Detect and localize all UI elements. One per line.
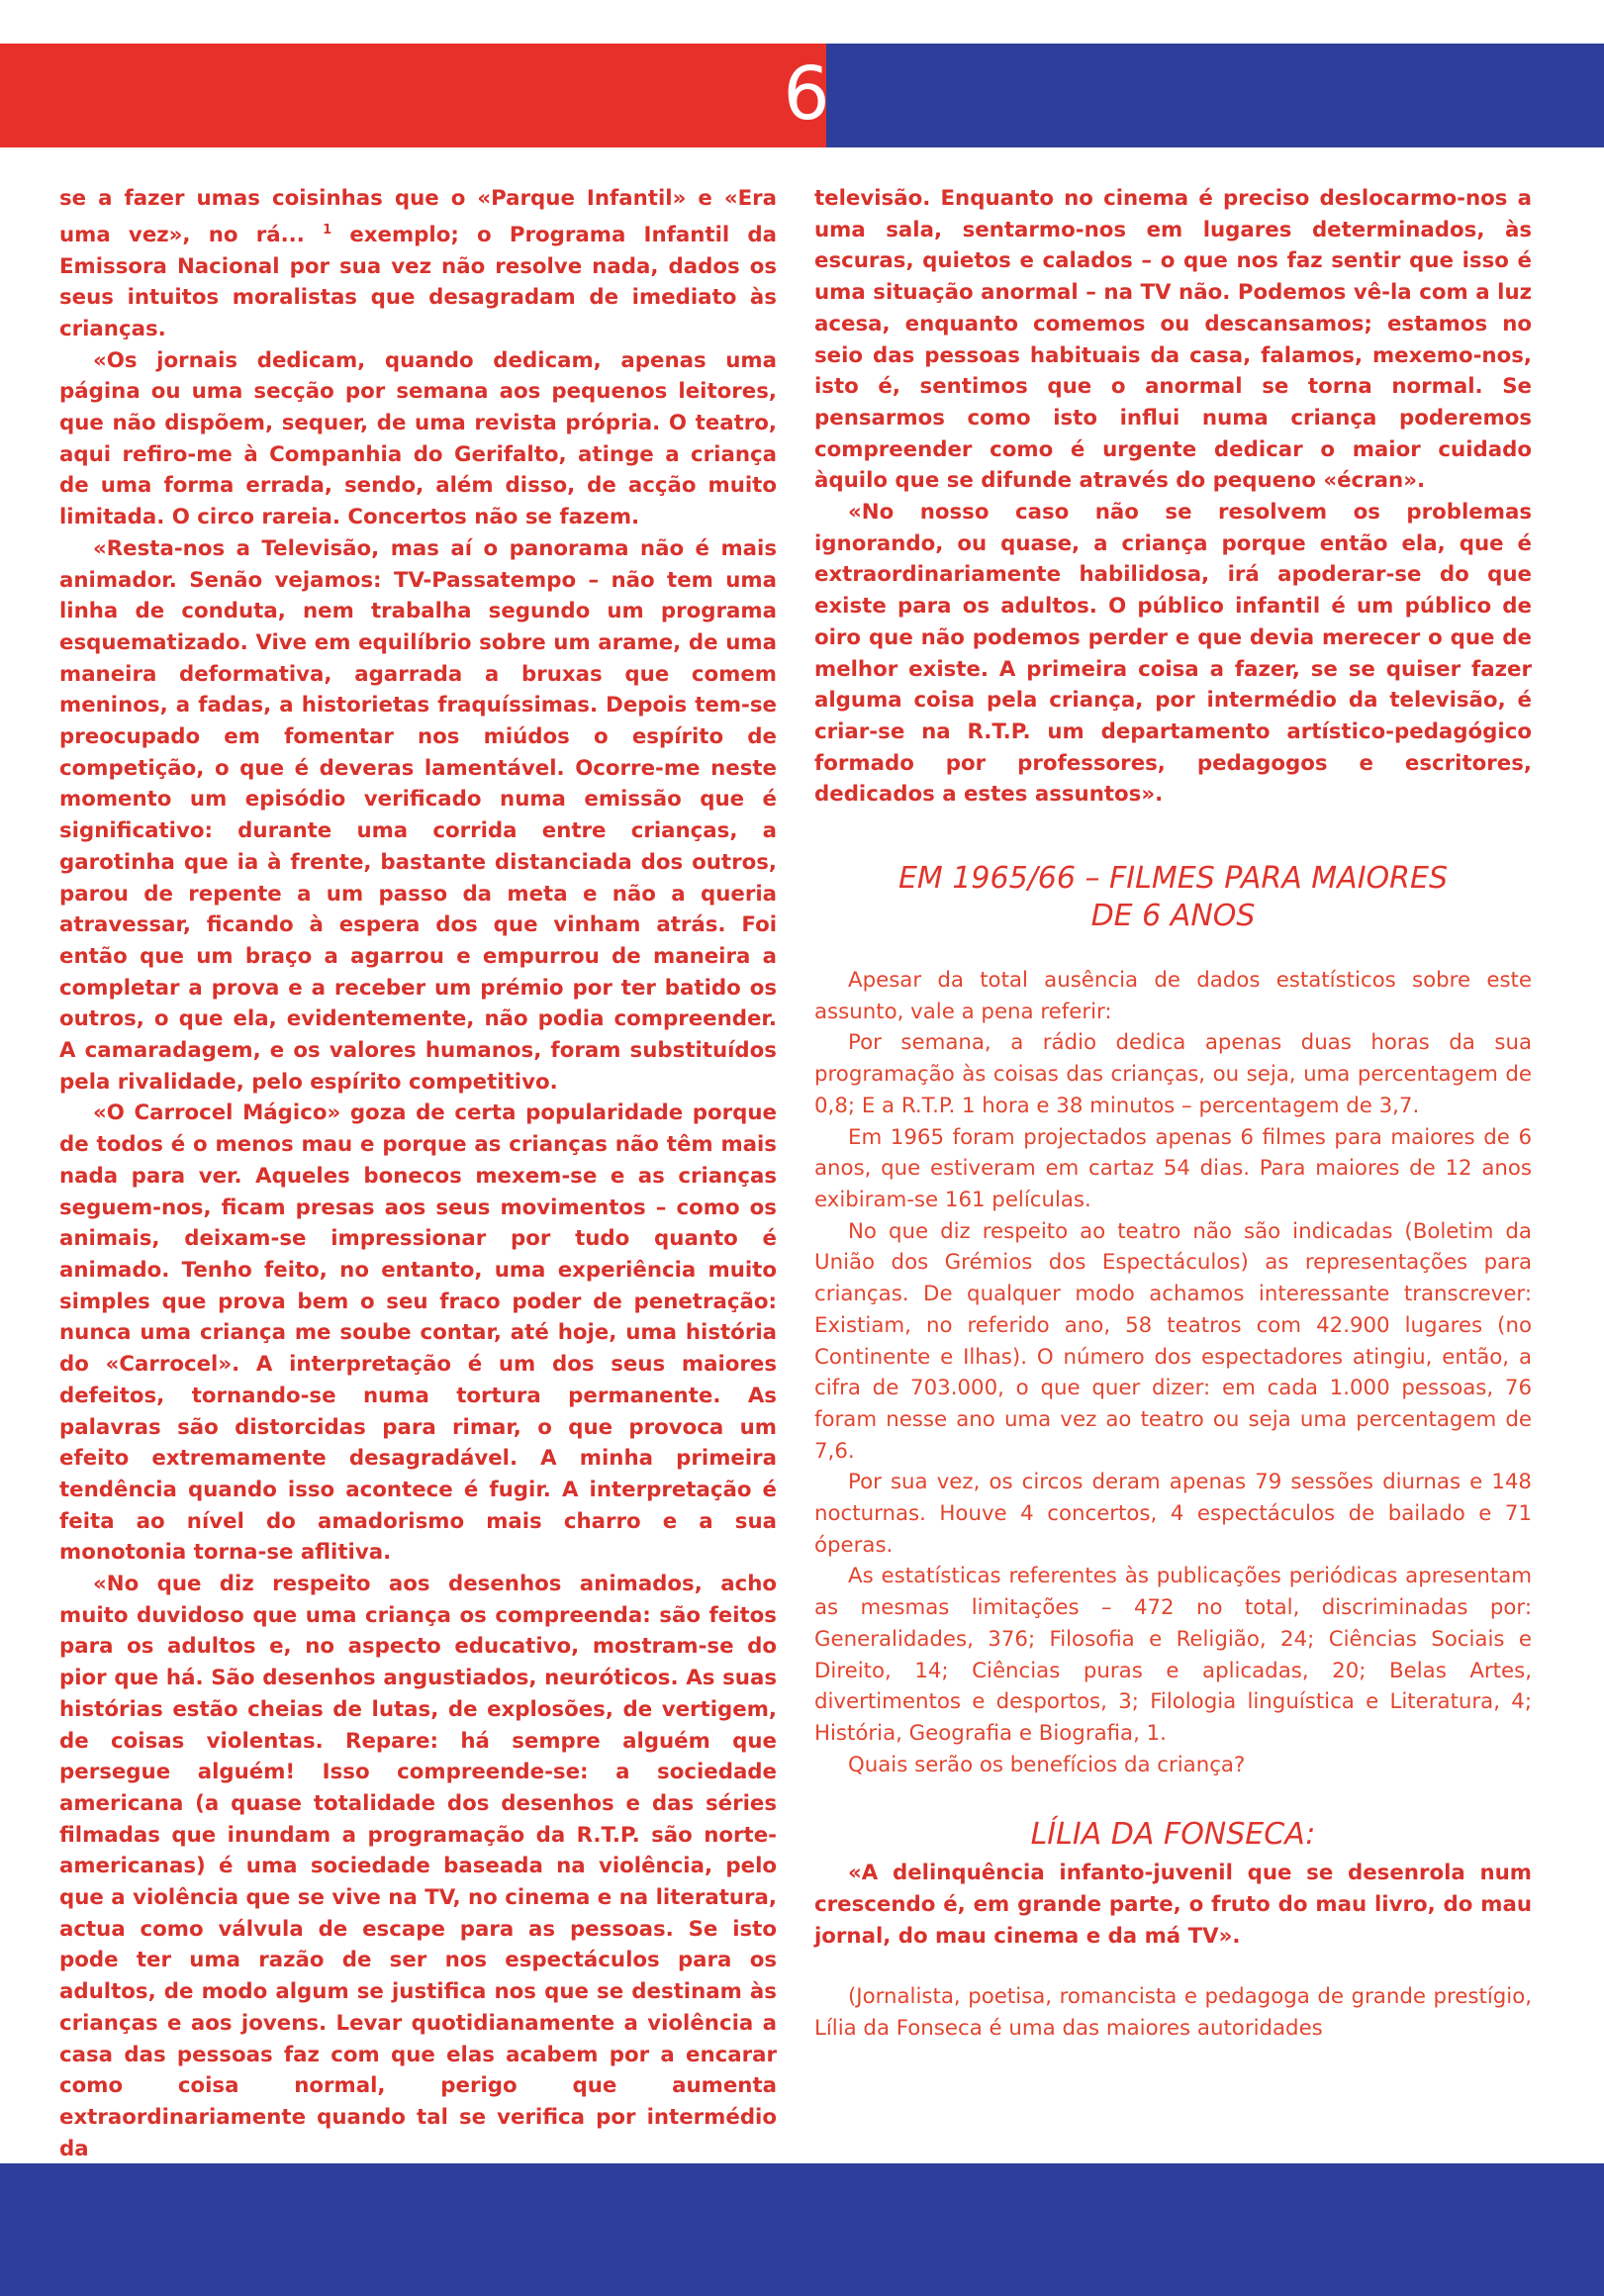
header-bar-red <box>0 44 826 147</box>
paragraph: Apesar da total ausência de dados estatísticos sobre este assunto, vale a pena referir: <box>814 968 1532 1024</box>
paragraph: «No nosso caso não se resolvem os problemas ignorando, ou quase, a criança porque então ela, que é extraordinariamente habilidosa, irá apoderar-se do que existe para os adultos. O público infantil é um público de oiro que não podemos perder e que devia merecer o que de melhor existe. A primeira coisa a fazer, se se quiser fazer alguma coisa pela criança, por intermédio da televisão, é criar-se na R.T.P. um departamento artístico-pedagógico formado por professores, pedagogos e escritores, dedicados a estes assuntos». <box>814 500 1532 808</box>
paragraph: As estatísticas referentes às publicações periódicas apresentam as mesmas limitações – 472 no total, discriminadas por: Generalidades, 376; Filosofia e Religião, 24; Ciências Sociais e Direito, 14; Ciências puras e aplicadas, 20; Belas Artes, divertimentos e desportos, 3; Filologia linguística e Literatura, 4; História, Geografia e Biografia, 1. <box>814 1564 1532 1746</box>
paragraph: Por sua vez, os circos deram apenas 79 sessões diurnas e 148 nocturnas. Houve 4 concertos, 4 espectáculos de bailado e 71 óperas. <box>814 1470 1532 1558</box>
paragraph: Por semana, a rádio dedica apenas duas horas da sua programação às coisas das crianças, ou seja, uma percentagem de 0,8; E a R.T.P. 1 hora e 38 minutos – percentagem de 3,7. <box>814 1030 1532 1118</box>
paragraph: No que diz respeito ao teatro não são indicadas (Boletim da União dos Grémios dos Espectáculos) as representações para crianças. De qualquer modo achamos interessante transcrever: Existiam, no referido ano, 58 teatros com 42.900 lugares (no Continente e Ilhas). O número dos espectadores atingiu, então, a cifra de 703.000, o que quer dizer: em cada 1.000 pessoas, 76 foram nesse ano uma vez ao teatro ou seja uma percentagem de 7,6. <box>814 1218 1532 1464</box>
paragraph: Em 1965 foram projectados apenas 6 filmes para maiores de 6 anos, que estiveram em cartaz 54 dias. Para maiores de 12 anos exibiram-se 161 películas. <box>814 1124 1532 1212</box>
left-column <box>59 183 777 2164</box>
author-heading: LÍLIA DA FONSECA: <box>1030 1817 1316 1853</box>
paragraph: «Resta-nos a Televisão, mas aí o panorama não é mais animador. Senão vejamos: TV-Passatempo – não tem uma linha de conduta, nem trabalha segundo um programa esquematizado. Vive em equilíbrio sobre um arame, de uma maneira deformativa, agarrada a bruxas que comem meninos, a fadas, a historietas fraquíssimas. Depois tem-se preocupado em fomentar nos miúdos o espírito de competição, o que é deveras lamentável. Ocorre-me neste momento um episódio verificado numa emissão que é significativo: durante uma corrida entre crianças, a garotinha que ia à frente, bastante distanciada dos outros, parou de repente a um passo da meta e não a queria atravessar, ficando à espera dos que vinham atrás. Foi então que um braço a agarrou e empurrou de maneira a completar a prova e a receber um prémio por ter batido os outros, o que ela, evidentemente, não podia compreender. A camaradagem, e os valores humanos, foram substituídos pela rivalidade, pelo espírito competitivo. <box>59 535 777 1095</box>
right-column <box>814 183 1532 2045</box>
paragraph: televisão. Enquanto no cinema é preciso deslocarmo-nos a uma sala, sentarmo-nos em lugares determinados, às escuras, quietos e calados – o que nos faz sentir que isso é uma situação anormal – na TV não. Podemos vê-la com a luz acesa, enquanto comemos ou descansamos; estamos no seio das pessoas habituais da casa, falamos, mexemo-nos, isto é, sentimos que o anormal se torna normal. Se pensarmos como isto influi numa criança poderemos compreender como é urgente dedicar o maior cuidado àquilo que se difunde através do pequeno «écran». <box>814 186 1532 494</box>
section-heading: EM 1965/66 – FILMES PARA MAIORES DE 6 ANOS <box>897 861 1449 934</box>
paragraph: Quais serão os benefícios da criança? <box>848 1752 1246 1777</box>
quote: «A delinquência infanto-juvenil que se desenrola num crescendo é, em grande parte, o fruto do mau livro, do mau jornal, do mau cinema e da má TV». <box>814 1861 1532 1949</box>
paragraph: «No que diz respeito aos desenhos animados, acho muito duvidoso que uma criança os compreenda: são feitos para os adultos e, no aspecto educativo, mostram-se do pior que há. São desenhos angustiados, neuróticos. As suas histórias estão cheias de lutas, de explosões, de vertigem, de coisas violentas. Repare: há sempre alguém que persegue alguém! Isso compreende-se: a sociedade americana (a quase totalidade dos desenhos e das séries filmadas que inundam a programação da R.T.P. são norte-americanas) é uma sociedade baseada na violência, pelo que a violência que se vive na TV, no cinema e na literatura, actua como válvula de escape para as pessoas. Se isto pode ter uma razão de ser nos espectáculos para os adultos, de modo algum se justifica nos que se destinam às crianças e aos jovens. Levar quotidianamente a violência a casa das pessoas faz com que elas acabem por a encarar como coisa normal, perigo que aumenta extraordinariamente quando tal se verifica por intermédio da <box>59 1572 777 2161</box>
paragraph: «Os jornais dedicam, quando dedicam, apenas uma página ou uma secção por semana aos pequenos leitores, que não dispõem, sequer, de uma revista própria. O teatro, aqui refiro-me à Companhia do Gerifalto, atinge a criança de uma forma errada, sendo, além disso, de acção muito limitada. O circo rareia. Concertos não se fazem. <box>59 347 777 530</box>
header-bar-blue <box>826 44 1604 147</box>
paragraph: se a fazer umas coisinhas que o «Parque Infantil» e «Era uma vez», no rá... $^1$ exemplo; o Programa Infantil da Emissora Nacional por sua vez não resolve nada, dados os seus intuitos moralistas que desagradam de imediato às crianças. <box>59 186 778 341</box>
closing-paragraph: (Jornalista, poetisa, romancista e pedagoga de grande prestígio, Lília da Fonseca é uma das maiores autoridades <box>814 1984 1532 2042</box>
page-number: 6 <box>783 51 830 137</box>
header-bar <box>0 44 1604 147</box>
footnote-marker: 1 <box>323 222 332 238</box>
paragraph: «O Carrocel Mágico» goza de certa popularidade porque de todos é o menos mau e porque as crianças não têm mais nada para ver. Aqueles bonecos mexem-se e as crianças seguem-nos, ficam presas aos seus movimentos – como os animais, deixam-se impressionar por tudo quanto é animado. Tenho feito, no entanto, uma experiência muito simples que prova bem o seu fraco poder de penetração: nunca uma criança me soube contar, até hoje, uma história do «Carrocel». A interpretação é um dos seus maiores defeitos, tornando-se numa tortura permanente. As palavras são distorcidas para rimar, o que provoca um efeito extremamente desagradável. A minha primeira tendência quando isso acontece é fugir. A interpretação é feita ao nível do amadorismo mais charro e a sua monotonia torna-se aflitiva. <box>59 1100 777 1566</box>
footer-bar <box>0 2163 1604 2296</box>
